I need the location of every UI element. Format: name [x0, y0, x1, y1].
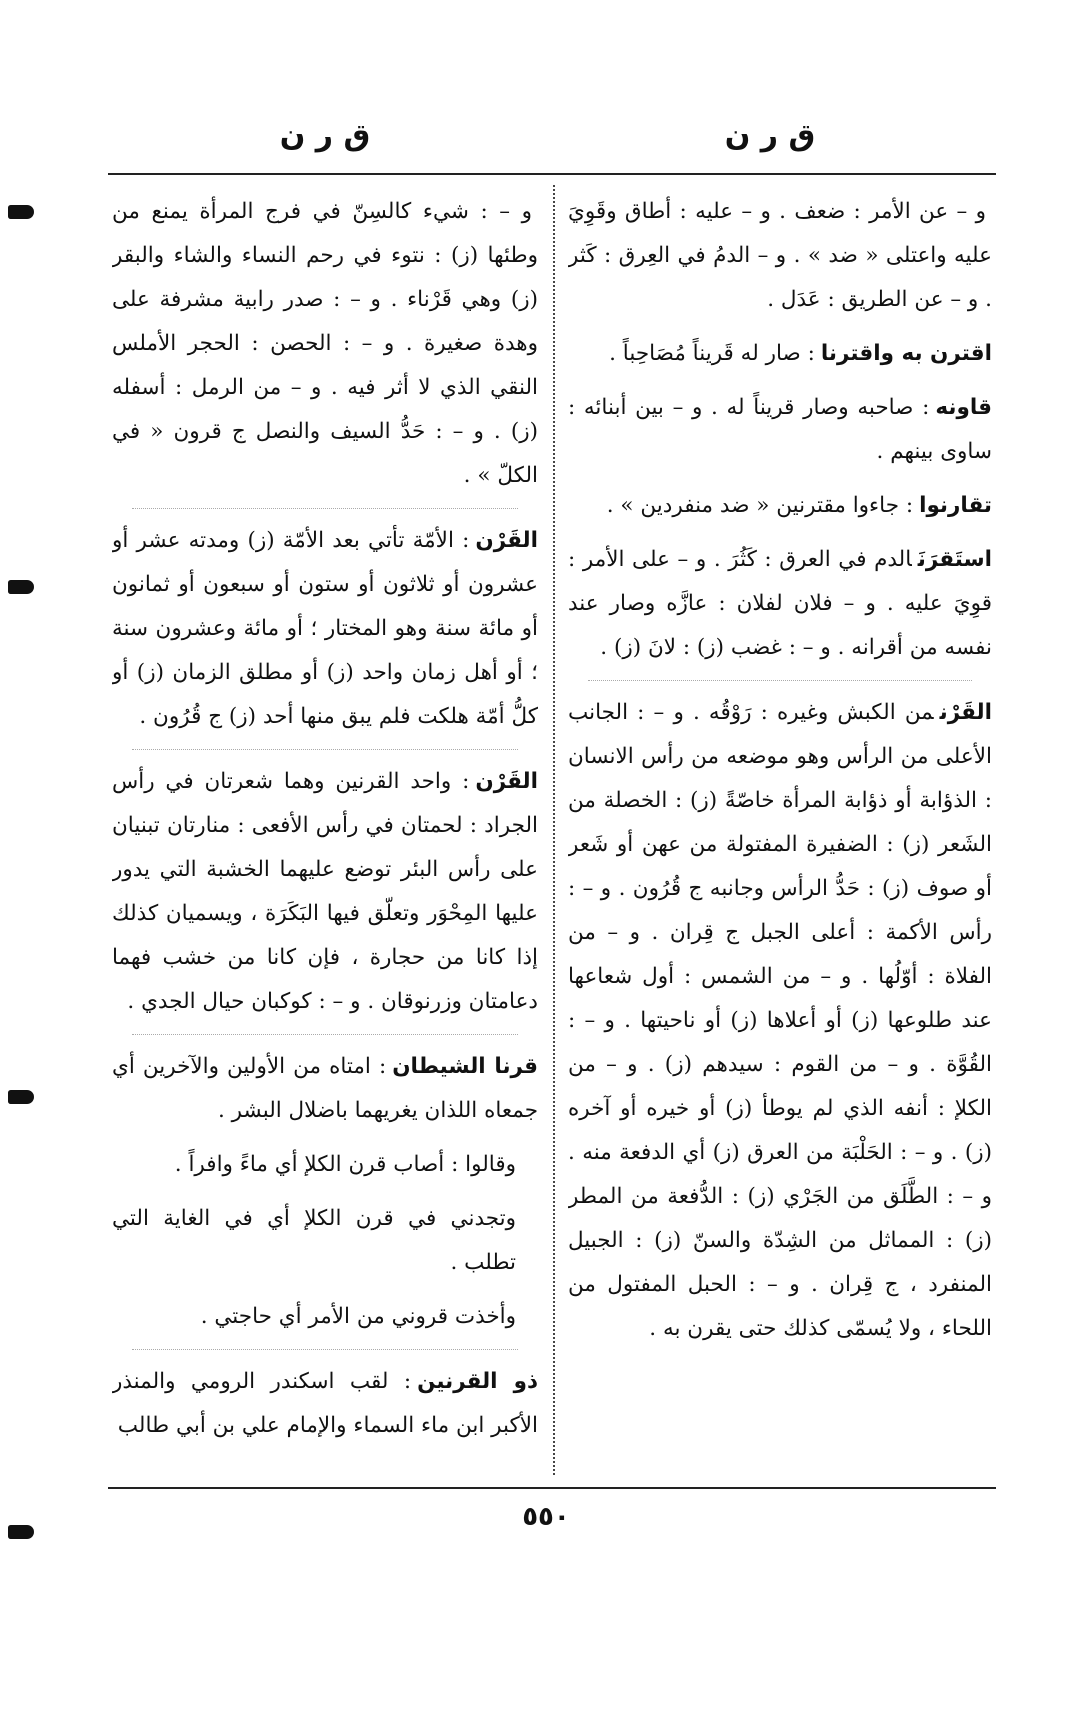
definition: الدم في العرق : كَثُرَ . و – على الأمر : قوِيَ عليه . و – فلان لفلان : عازَّه وصار عند نفسه من أقرانه . و – : غضب (ز) : لانَ (ز) .	[568, 547, 992, 660]
entry-separator	[132, 1034, 518, 1035]
entry	[112, 519, 538, 739]
top-rule	[108, 173, 996, 175]
entry	[112, 1360, 538, 1448]
definition: و – : شيء كالسِنّ في فرج المرأة يمنع من وطئها (ز) : نتوء في رحم النساء والشاء والبقر (ز) وهي قَرْناء . و – : صدر رابية مشرفة على وهدة صغيرة . و – : الحصن : الحجر الأملس النقي الذي لا أثر فيه . و – من الرمل : أسفله (ز) . و – : حَدُّ السيف والنصل ج قرون « في الكلّ » .	[112, 199, 538, 488]
entry-separator	[132, 508, 518, 509]
entry	[568, 484, 992, 528]
entry	[112, 1045, 538, 1133]
bottom-rule	[108, 1487, 996, 1489]
definition: : صار له قَريناً مُصَاحِباً .	[609, 341, 815, 366]
entry	[568, 190, 992, 322]
entry	[112, 1197, 538, 1285]
headword: اقترن به واقترنا	[820, 341, 992, 366]
entry-separator	[132, 749, 518, 750]
definition: : واحد القرنين وهما شعرتان في رأس الجراد : لحمتان في رأس الأفعى : منارتان تبنيان على رأس البئر توضع عليهما الخشبة التي يدور عليها المِحْوَر وتعلّق فيها البَكَرَة ، ويسميان كذلك إذا كانا من حجارة ، فإن كانا من خشب فهما دعامتان وزرنوقان . و – : كوكبان حيال الجدي .	[112, 769, 538, 1014]
entry	[112, 190, 538, 498]
left-column	[112, 190, 538, 1480]
running-header-left: ق ر ن	[279, 118, 371, 153]
definition: وأخذت قروني من الأمر أي حاجتي .	[200, 1304, 516, 1329]
running-header-right: ق ر ن	[724, 118, 816, 153]
margin-mark	[8, 1090, 34, 1104]
definition: : جاءوا مقترنين « ضد منفردين » .	[606, 493, 914, 518]
entry-separator	[588, 680, 972, 681]
entry	[112, 1143, 538, 1187]
entry	[568, 538, 992, 670]
headword: ذو القرنين	[417, 1369, 538, 1394]
headword: تقارنوا	[919, 493, 992, 518]
headword: القَرْن	[939, 700, 992, 725]
entry	[112, 760, 538, 1024]
definition: من الكبش وغيره : رَوْقُه . و – : الجانب الأعلى من الرأس وهو موضعه من رأس الانسان : الذؤابة أو ذؤابة المرأة خاصّةً (ز) : الخصلة من الشَعر (ز) : الضفيرة المفتولة من عهن أو شَعر أو صوف (ز) : حَدُّ الرأس وجانبه ج قُرُون . و – : رأس الأكمة : أعلى الجبل ج قِران . و – من الفلاة : أوّلُها . و – من الشمس : أول شعاعها عند طلوعها (ز) أو أعلاها (ز) أو ناحيتها . و – : القُوَّة . و – من القوم : سيدهم (ز) . و – من الكلإ : أنفه الذي لم يوطأ (ز) أو خيره أو آخره (ز) . و – : الحَلْبَة من العرق (ز) أي الدفعة منه . و – : الطَّلَق من الجَرْي (ز) : الدُّفعة من المطر (ز) : المماثل من الشِدّة والسنّ (ز) : الجبيل المنفرد ، ج قِران . و – : الحبل المفتول من اللحاء ، ولا يُسمّى كذلك حتى يقرن به .	[568, 700, 992, 1341]
column-divider	[553, 185, 555, 1475]
entry	[112, 1295, 538, 1339]
entry	[568, 691, 992, 1351]
headword: قرنا الشيطان	[392, 1054, 538, 1079]
headword: القَرْن	[475, 769, 538, 794]
definition: وقالوا : أصاب قرن الكلإ أي ماءً وافراً .	[174, 1152, 516, 1177]
entry	[568, 332, 992, 376]
definition: : صاحبه وصار قريناً له . و – بين أبنائه : ساوى بينهم .	[568, 395, 992, 464]
definition: : لقب اسكندر الرومي والمنذر الأكبر ابن ماء السماء والإمام علي بن أبي طالب	[112, 1369, 538, 1438]
definition: وتجدني في قرن الكلإ أي في الغاية التي تطلب .	[112, 1206, 516, 1275]
headword: قاونه	[935, 395, 992, 420]
headword: استَقرَنَ	[917, 547, 992, 572]
definition: و – عن الأمر : ضعف . و – عليه : أطاق وقَوِيَ عليه واعتلى « ضد » . و – الدمُ في العِرق : كَثر . و – عن الطريق : عَدَل .	[568, 199, 992, 312]
right-column	[568, 190, 992, 1480]
entry-separator	[132, 1349, 518, 1350]
margin-mark	[8, 580, 34, 594]
margin-mark	[8, 1525, 34, 1539]
margin-mark	[8, 205, 34, 219]
entry	[568, 386, 992, 474]
headword: القَرْن	[475, 528, 538, 553]
page-number: ٥٥٠	[522, 1502, 570, 1532]
definition: : امتاه من الأولين والآخرين أي جمعاه اللذان يغريهما باضلال البشر .	[112, 1054, 538, 1123]
definition: : الأمّة تأتي بعد الأمّة (ز) ومدته عشر أو عشرون أو ثلاثون أو ستون أو سبعون أو ثمانون أو مائة سنة وهو المختار ؛ أو مائة وعشرون سنة ؛ أو أهل زمان واحد (ز) أو مطلق الزمان (ز) أو كلُّ أمّة هلكت فلم يبق منها أحد (ز) ج قُرُون .	[112, 528, 538, 729]
